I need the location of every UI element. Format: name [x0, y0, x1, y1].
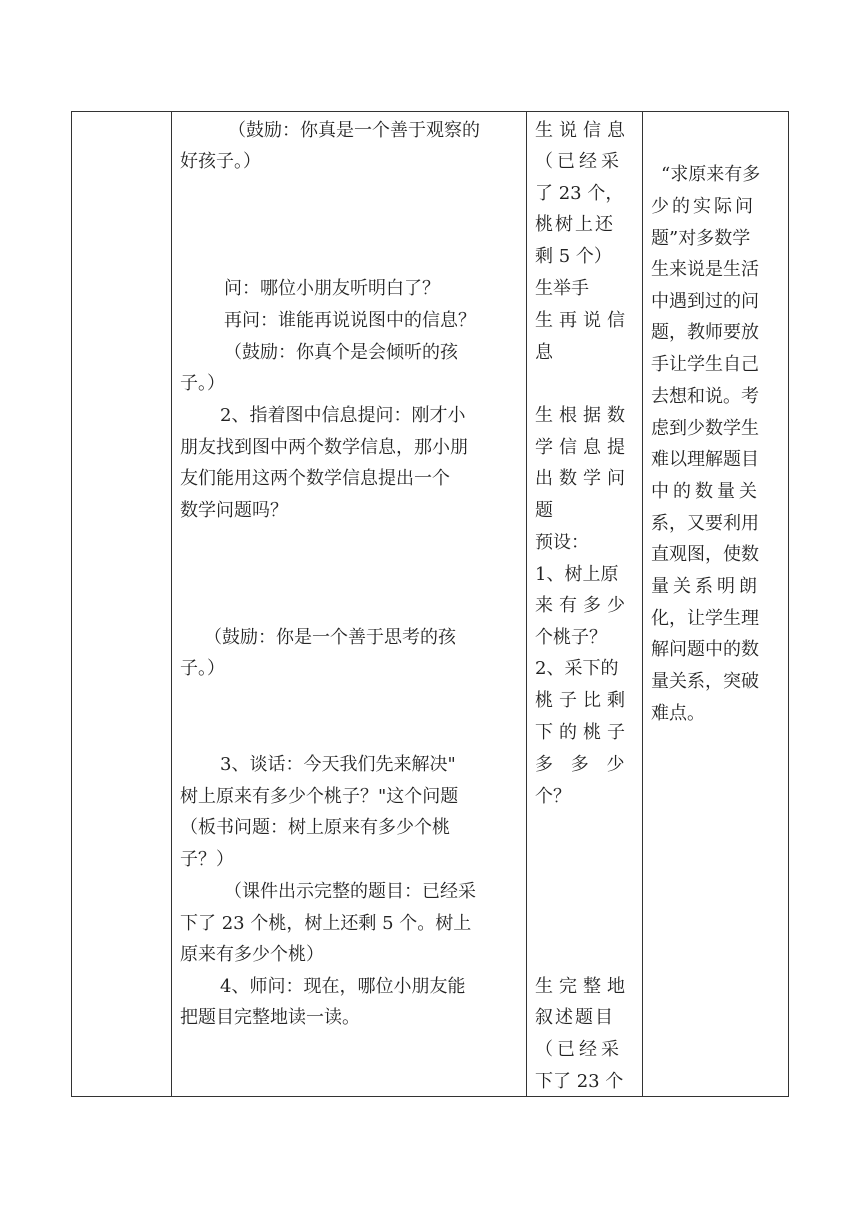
student-line: 息: [535, 342, 553, 363]
student-line: 个？: [535, 786, 571, 807]
column-divider: [171, 112, 172, 1096]
student-line: 题: [535, 500, 553, 521]
student-line: 生说信息: [535, 120, 631, 141]
teacher-line: 友们能用这两个数学信息提出一个: [180, 468, 450, 489]
teacher-line: 再问：谁能再说说图中的信息？: [224, 310, 476, 331]
intent-line: 虑到少数学生: [651, 418, 759, 439]
teacher-line: 原来有多少个桃）: [180, 944, 324, 965]
teacher-line: 下了 23 个桃，树上还剩 5 个。树上: [180, 913, 472, 934]
teacher-line: 把题目完整地读一读。: [180, 1007, 360, 1028]
lesson-plan-table: [71, 111, 789, 1097]
student-line: 桃子比剩: [535, 690, 631, 711]
student-activity-column: [535, 112, 639, 1096]
teacher-line: 问：哪位小朋友听明白了？: [224, 278, 440, 299]
teacher-line: 子。）: [180, 658, 225, 679]
teacher-line: （课件出示完整的题目：已经采: [224, 881, 476, 902]
intent-line: 解问题中的数: [651, 639, 759, 660]
intent-line: 中的数量关: [651, 481, 761, 502]
intent-line: 化，让学生理: [651, 608, 759, 629]
teacher-line: （鼓励：你是一个善于思考的孩: [204, 627, 456, 648]
intent-line: 生来说是生活: [651, 259, 759, 280]
student-line: （已经采: [535, 151, 623, 172]
teacher-activity-column: [180, 112, 520, 1096]
intent-line: 中遇到过的问: [651, 291, 759, 312]
intent-line: 手让学生自己: [651, 354, 759, 375]
student-line: 1、树上原: [535, 564, 619, 585]
student-line: 生根据数: [535, 405, 631, 426]
student-line: 剩 5 个）: [535, 246, 612, 267]
teacher-line: 树上原来有多少个桃子？"这个问题: [180, 786, 459, 807]
student-line: 了 23 个，: [535, 183, 624, 204]
student-line: （已经采: [535, 1039, 623, 1060]
student-line: 叙述题目: [535, 1007, 615, 1028]
intent-line: 难以理解题目: [651, 449, 759, 470]
intent-line: 量关系明朗: [651, 576, 761, 597]
teacher-line: 2、指着图中信息提问：刚才小: [220, 405, 466, 426]
student-line: 生完整地: [535, 976, 631, 997]
student-line: 生再说信: [535, 310, 631, 331]
intent-line: 难点。: [651, 703, 705, 724]
teacher-line: （鼓励：你真是一个善于观察的: [228, 120, 480, 141]
column-divider: [642, 112, 643, 1096]
teacher-line: 子。）: [180, 373, 225, 394]
teacher-line: 数学问题吗？: [180, 500, 288, 521]
student-line: 个桃子？: [535, 627, 607, 648]
teacher-line: 4、师问：现在，哪位小朋友能: [220, 976, 466, 997]
student-line: 出数学问: [535, 468, 631, 489]
teacher-line: 子？）: [180, 849, 234, 870]
intent-line: 题，教师要放: [651, 322, 759, 343]
teacher-line: （鼓励：你真个是会倾听的孩: [224, 342, 458, 363]
intent-line: 系，又要利用: [651, 513, 759, 534]
design-intent-column: [651, 112, 787, 1096]
student-line: 来有多少: [535, 595, 631, 616]
teacher-line: 朋友找到图中两个数学信息，那小朋: [180, 437, 468, 458]
intent-line: 少的实际问: [651, 196, 756, 217]
intent-line: 题”对多数学: [651, 228, 751, 249]
teacher-line: 好孩子。）: [180, 151, 261, 172]
student-line: 预设：: [535, 532, 589, 553]
intent-line: 直观图，使数: [651, 544, 759, 565]
intent-line: 去想和说。考: [651, 386, 759, 407]
student-line: 学信息提: [535, 437, 631, 458]
intent-line: 量关系，突破: [651, 671, 759, 692]
student-line: 多 多 少: [535, 754, 631, 775]
student-line: 2、采下的: [535, 658, 619, 679]
intent-line: “求原来有多: [661, 164, 761, 185]
column-divider: [526, 112, 527, 1096]
student-line: 生举手: [535, 278, 589, 299]
teacher-line: 3、谈话：今天我们先来解决": [220, 754, 456, 775]
stage-column: [72, 112, 171, 1096]
student-line: 下的桃子: [535, 722, 631, 743]
teacher-line: （板书问题：树上原来有多少个桃: [180, 817, 450, 838]
student-line: 下了 23 个: [535, 1071, 624, 1092]
student-line: 桃树上还: [535, 214, 615, 235]
